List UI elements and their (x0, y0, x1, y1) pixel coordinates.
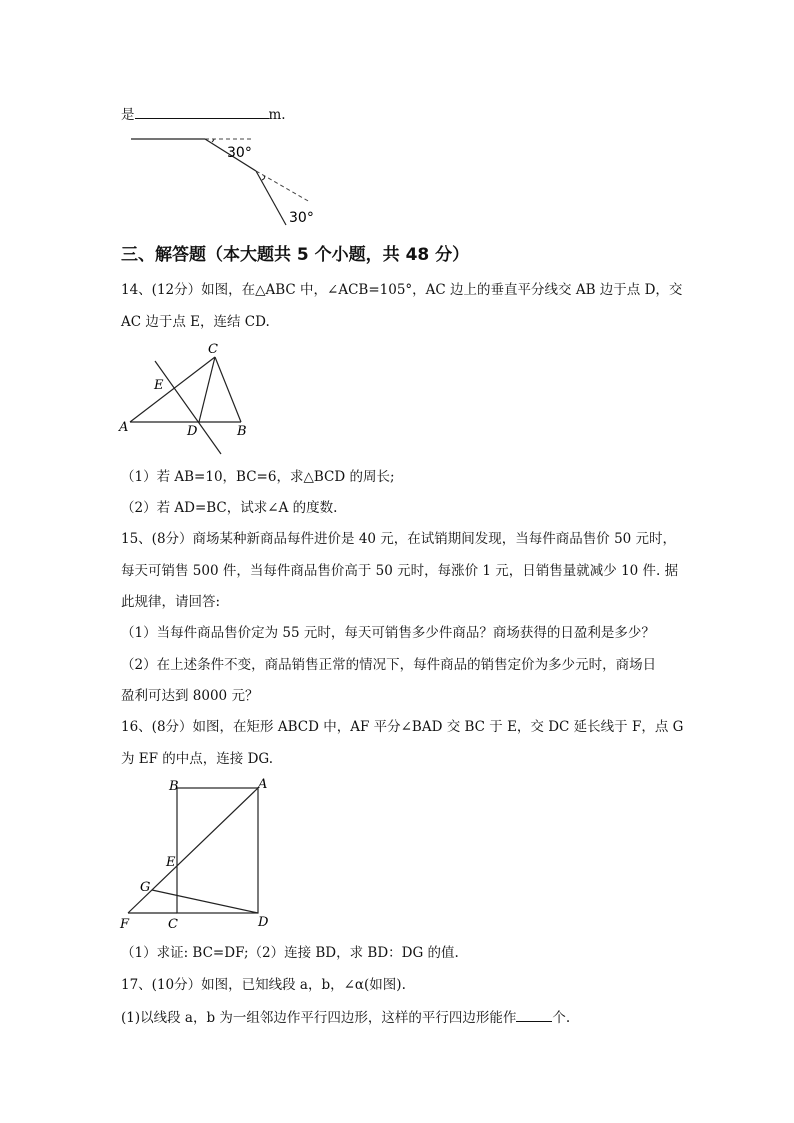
q13-unit: m. (268, 107, 286, 123)
q16-label-d: D (258, 915, 269, 930)
q15-text-line2: 每天可销售 500 件，当每件商品售价高于 50 元时，每涨价 1 元，日销售量就减少 10 件. 据 (121, 563, 679, 579)
section-title: 三、解答题（本大题共 5 个小题，共 48 分） (121, 245, 470, 265)
q17-text-line2 (121, 1007, 570, 1027)
q14-label-b: B (237, 424, 247, 439)
q17-line2-prefix: (1)以线段 a，b 为一组邻边作平行四边形，这样的平行四边形能作 (121, 1010, 517, 1026)
q16-label-a: A (258, 777, 268, 792)
q15-subquestion-2b: 盈利可达到 8000 元？ (121, 688, 259, 704)
q16-label-e: E (166, 855, 176, 870)
q17-line2-suffix: 个. (552, 1010, 571, 1026)
q13-angle-label-2: 30° (289, 210, 314, 226)
q16-subquestions: （1）求证: BC=DF;（2）连接 BD，求 BD：DG 的值. (121, 945, 459, 961)
q16-text-line1: 16、(8分）如图，在矩形 ABCD 中，AF 平分∠BAD 交 BC 于 E，交 DC 延长线于 F，点 G (121, 719, 684, 735)
q17-answer-blank[interactable] (516, 1007, 552, 1022)
q14-label-a: A (119, 420, 129, 435)
q16-rectangle-abcd (177, 788, 258, 913)
q14-label-d: D (187, 424, 198, 439)
q13-prefix: 是 (121, 107, 135, 123)
q15-text-line3: 此规律，请回答: (121, 594, 221, 610)
q15-text-line1: 15、(8分）商场某种新商品每件进价是 40 元，在试销期间发现，当每件商品售价 50 元时， (121, 531, 677, 547)
q16-label-f: F (120, 917, 130, 932)
q14-label-c: C (208, 342, 218, 357)
q16-text-line2: 为 EF 的中点，连接 DG. (121, 751, 274, 767)
q14-label-e: E (154, 378, 164, 393)
q14-text-line1: 14、(12分）如图，在△ABC 中，∠ACB=105°，AC 边上的垂直平分线交 AB 边于点 D，交 (121, 282, 683, 298)
q14-subquestion-1: （1）若 AB=10，BC=6，求△BCD 的周长; (121, 469, 395, 485)
q14-subquestion-2: （2）若 AD=BC，试求∠A 的度数. (121, 500, 338, 516)
q14-text-line2: AC 边于点 E，连结 CD. (121, 314, 270, 330)
q17-text-line1: 17、(10分）如图，已知线段 a，b，∠α(如图). (121, 977, 406, 993)
q16-label-b: B (169, 779, 179, 794)
q15-subquestion-1: （1）当每件商品售价定为 55 元时，每天可销售多少件商品？商场获得的日盈利是多少？ (121, 625, 655, 641)
q15-subquestion-2a: （2）在上述条件不变，商品销售正常的情况下，每件商品的销售定价为多少元时，商场日 (121, 657, 657, 673)
q13-angle-label-1: 30° (227, 145, 252, 161)
q16-segment-gd (152, 890, 258, 913)
q16-label-c: C (168, 917, 178, 932)
q16-label-g: G (140, 880, 151, 895)
